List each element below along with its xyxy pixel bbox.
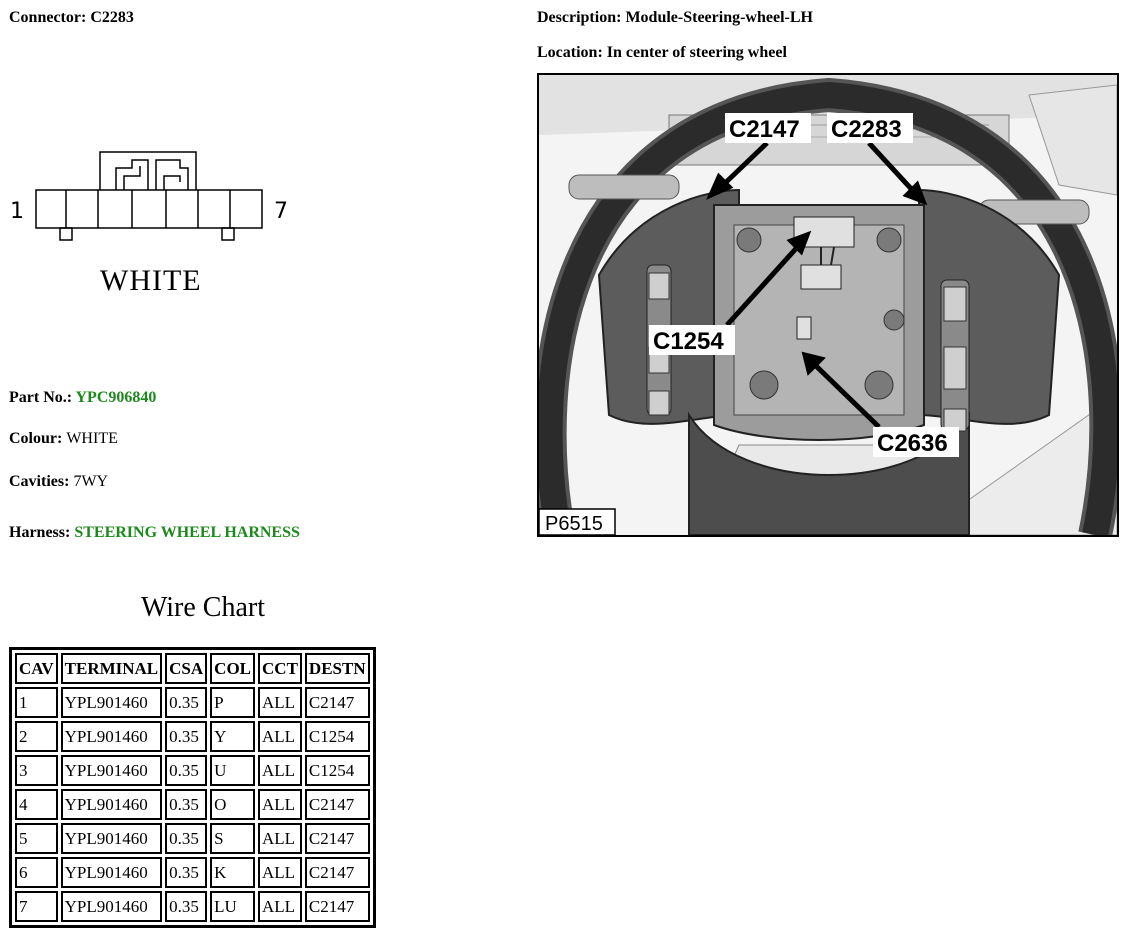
cell-terminal: YPL901460	[61, 857, 163, 888]
cell-cav: 2	[15, 721, 58, 752]
cell-destn: C2147	[305, 789, 370, 820]
cavities-value: 7WY	[73, 473, 109, 490]
header-csa: CSA	[165, 653, 207, 684]
cavities-label: Cavities:	[9, 473, 70, 490]
table-row	[15, 857, 370, 888]
connector-face-diagram	[8, 140, 308, 300]
description-label: Description:	[537, 9, 622, 26]
cell-cct: ALL	[258, 721, 302, 752]
callout-c2147: C2147	[729, 116, 800, 143]
table-row	[15, 755, 370, 786]
cell-csa: 0.35	[165, 891, 207, 922]
cell-terminal: YPL901460	[61, 823, 163, 854]
table-row	[15, 789, 370, 820]
table-row	[15, 687, 370, 718]
cell-cct: ALL	[258, 823, 302, 854]
cell-cct: ALL	[258, 891, 302, 922]
callout-c1254: C1254	[653, 328, 724, 355]
header-destn: DESTN	[305, 653, 370, 684]
harness-label: Harness:	[9, 524, 71, 541]
location-photo	[537, 73, 1119, 537]
description-value: Module-Steering-wheel-LH	[625, 9, 813, 26]
pin-first-label: 1	[10, 199, 24, 224]
description-line	[537, 9, 813, 27]
connector-heading	[9, 9, 134, 27]
cell-cct: ALL	[258, 857, 302, 888]
cell-col: S	[210, 823, 255, 854]
cell-col: LU	[210, 891, 255, 922]
cell-cav: 1	[15, 687, 58, 718]
cell-csa: 0.35	[165, 823, 207, 854]
cell-terminal: YPL901460	[61, 891, 163, 922]
connector-label: Connector:	[9, 9, 87, 26]
wire-chart-title: Wire Chart	[140, 592, 266, 623]
header-cct: CCT	[258, 653, 302, 684]
cell-destn: C2147	[305, 891, 370, 922]
cell-destn: C2147	[305, 687, 370, 718]
cell-destn: C1254	[305, 755, 370, 786]
part-no-link[interactable]: YPC906840	[75, 389, 157, 406]
callout-c2636: C2636	[877, 430, 948, 457]
cell-col: O	[210, 789, 255, 820]
location-line	[537, 44, 787, 62]
cell-col: K	[210, 857, 255, 888]
part-no-line	[9, 389, 156, 407]
diagram-colour-label: WHITE	[100, 264, 202, 297]
cell-terminal: YPL901460	[61, 687, 163, 718]
pin-last-label: 7	[274, 199, 288, 224]
header-terminal: TERMINAL	[61, 653, 163, 684]
table-row	[15, 721, 370, 752]
table-header-row	[15, 653, 370, 684]
cell-col: U	[210, 755, 255, 786]
cell-destn: C2147	[305, 823, 370, 854]
cell-cav: 3	[15, 755, 58, 786]
wire-chart-table	[9, 647, 376, 928]
colour-line	[9, 430, 118, 448]
table-row	[15, 823, 370, 854]
cell-cav: 5	[15, 823, 58, 854]
location-label: Location:	[537, 44, 603, 61]
colour-label: Colour:	[9, 430, 63, 447]
cell-cct: ALL	[258, 789, 302, 820]
cell-csa: 0.35	[165, 789, 207, 820]
cell-col: P	[210, 687, 255, 718]
steering-wheel-illustration	[539, 75, 1117, 535]
cell-cav: 6	[15, 857, 58, 888]
cell-destn: C1254	[305, 721, 370, 752]
callout-c2283: C2283	[831, 116, 902, 143]
cell-cav: 4	[15, 789, 58, 820]
table-row	[15, 891, 370, 922]
part-no-label: Part No.:	[9, 389, 73, 406]
connector-value: C2283	[90, 9, 134, 26]
cell-csa: 0.35	[165, 857, 207, 888]
cell-csa: 0.35	[165, 755, 207, 786]
location-value: In center of steering wheel	[606, 44, 787, 61]
cell-terminal: YPL901460	[61, 721, 163, 752]
cell-terminal: YPL901460	[61, 755, 163, 786]
cell-cct: ALL	[258, 755, 302, 786]
cell-col: Y	[210, 721, 255, 752]
colour-value: WHITE	[66, 430, 118, 447]
header-col: COL	[210, 653, 255, 684]
photo-id-label: P6515	[545, 513, 603, 535]
cavities-line	[9, 473, 108, 491]
cell-csa: 0.35	[165, 721, 207, 752]
cell-csa: 0.35	[165, 687, 207, 718]
cell-destn: C2147	[305, 857, 370, 888]
cell-cav: 7	[15, 891, 58, 922]
harness-link[interactable]: STEERING WHEEL HARNESS	[74, 524, 300, 541]
cell-cct: ALL	[258, 687, 302, 718]
header-cav: CAV	[15, 653, 58, 684]
cell-terminal: YPL901460	[61, 789, 163, 820]
harness-line	[9, 524, 300, 542]
